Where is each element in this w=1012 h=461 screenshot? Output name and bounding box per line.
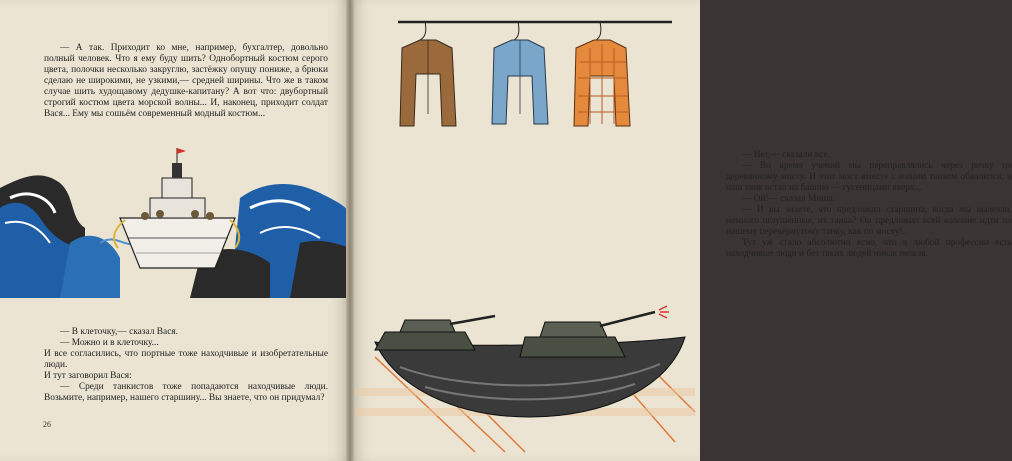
left-bottom-text	[44, 327, 328, 404]
page-number: 26	[43, 420, 51, 429]
right-page	[350, 0, 1012, 461]
paragraph: — И вы знаете, что предложил старшина, когда мы вылезли, немного оглушённые, из танка? Он предложил всей колонне идти по нашему перевёрнутому танку, как по мосту!..	[726, 205, 1012, 237]
paragraph: — А так. Приходит ко мне, например, бухгалтер, довольно полный человек. Что я ему буду шить? Однобортный костюм серого цвета, полочки несколько закруглю, застёжку опущу пониже, а брюки сделаю не широкими, не узкими,— средней ширины. Что же в таком случае шить худощавому дедушке-капитану? А вот что: двубортный строгий костюм цвета морской волны... И, наконец, приходит солдат Вася... Ему мы сошьём современный модный костюм...	[44, 43, 328, 119]
paragraph: — Во время учений мы переправлялись через речку по деревянному мосту. И этот мост вместе с нашим танком обвалился, и наш танк встал на башню — гусеницами вверх...	[726, 161, 1012, 193]
tank-bridge-illustration	[355, 292, 695, 452]
left-page	[0, 0, 350, 461]
jackets-on-rail-illustration	[390, 14, 710, 134]
left-top-text	[44, 43, 328, 120]
paragraph: — Можно и в клеточку...	[60, 338, 159, 348]
paragraph: Тут уж стало абсолютно ясно, что в любой профессии есть находчивые люди и без таких людей никак нельзя.	[726, 238, 1012, 259]
paragraph: И тут заговорил Вася:	[44, 371, 132, 381]
paragraph: — В клеточку,— сказал Вася.	[60, 327, 179, 337]
paragraph: И все согласились, что портные тоже находчивые и изобретательные люди.	[44, 349, 328, 370]
ship-in-storm-illustration	[0, 148, 350, 298]
right-text	[726, 150, 1012, 260]
paragraph: — Нет,— сказали все.	[742, 150, 830, 160]
book-gutter	[346, 0, 354, 461]
paragraph: — Ой!— сказал Миша.	[742, 194, 836, 204]
paragraph: — Среди танкистов тоже попадаются находчивые люди. Возьмите, например, нашего старшину... Вы знаете, что он придумал?	[44, 382, 328, 403]
